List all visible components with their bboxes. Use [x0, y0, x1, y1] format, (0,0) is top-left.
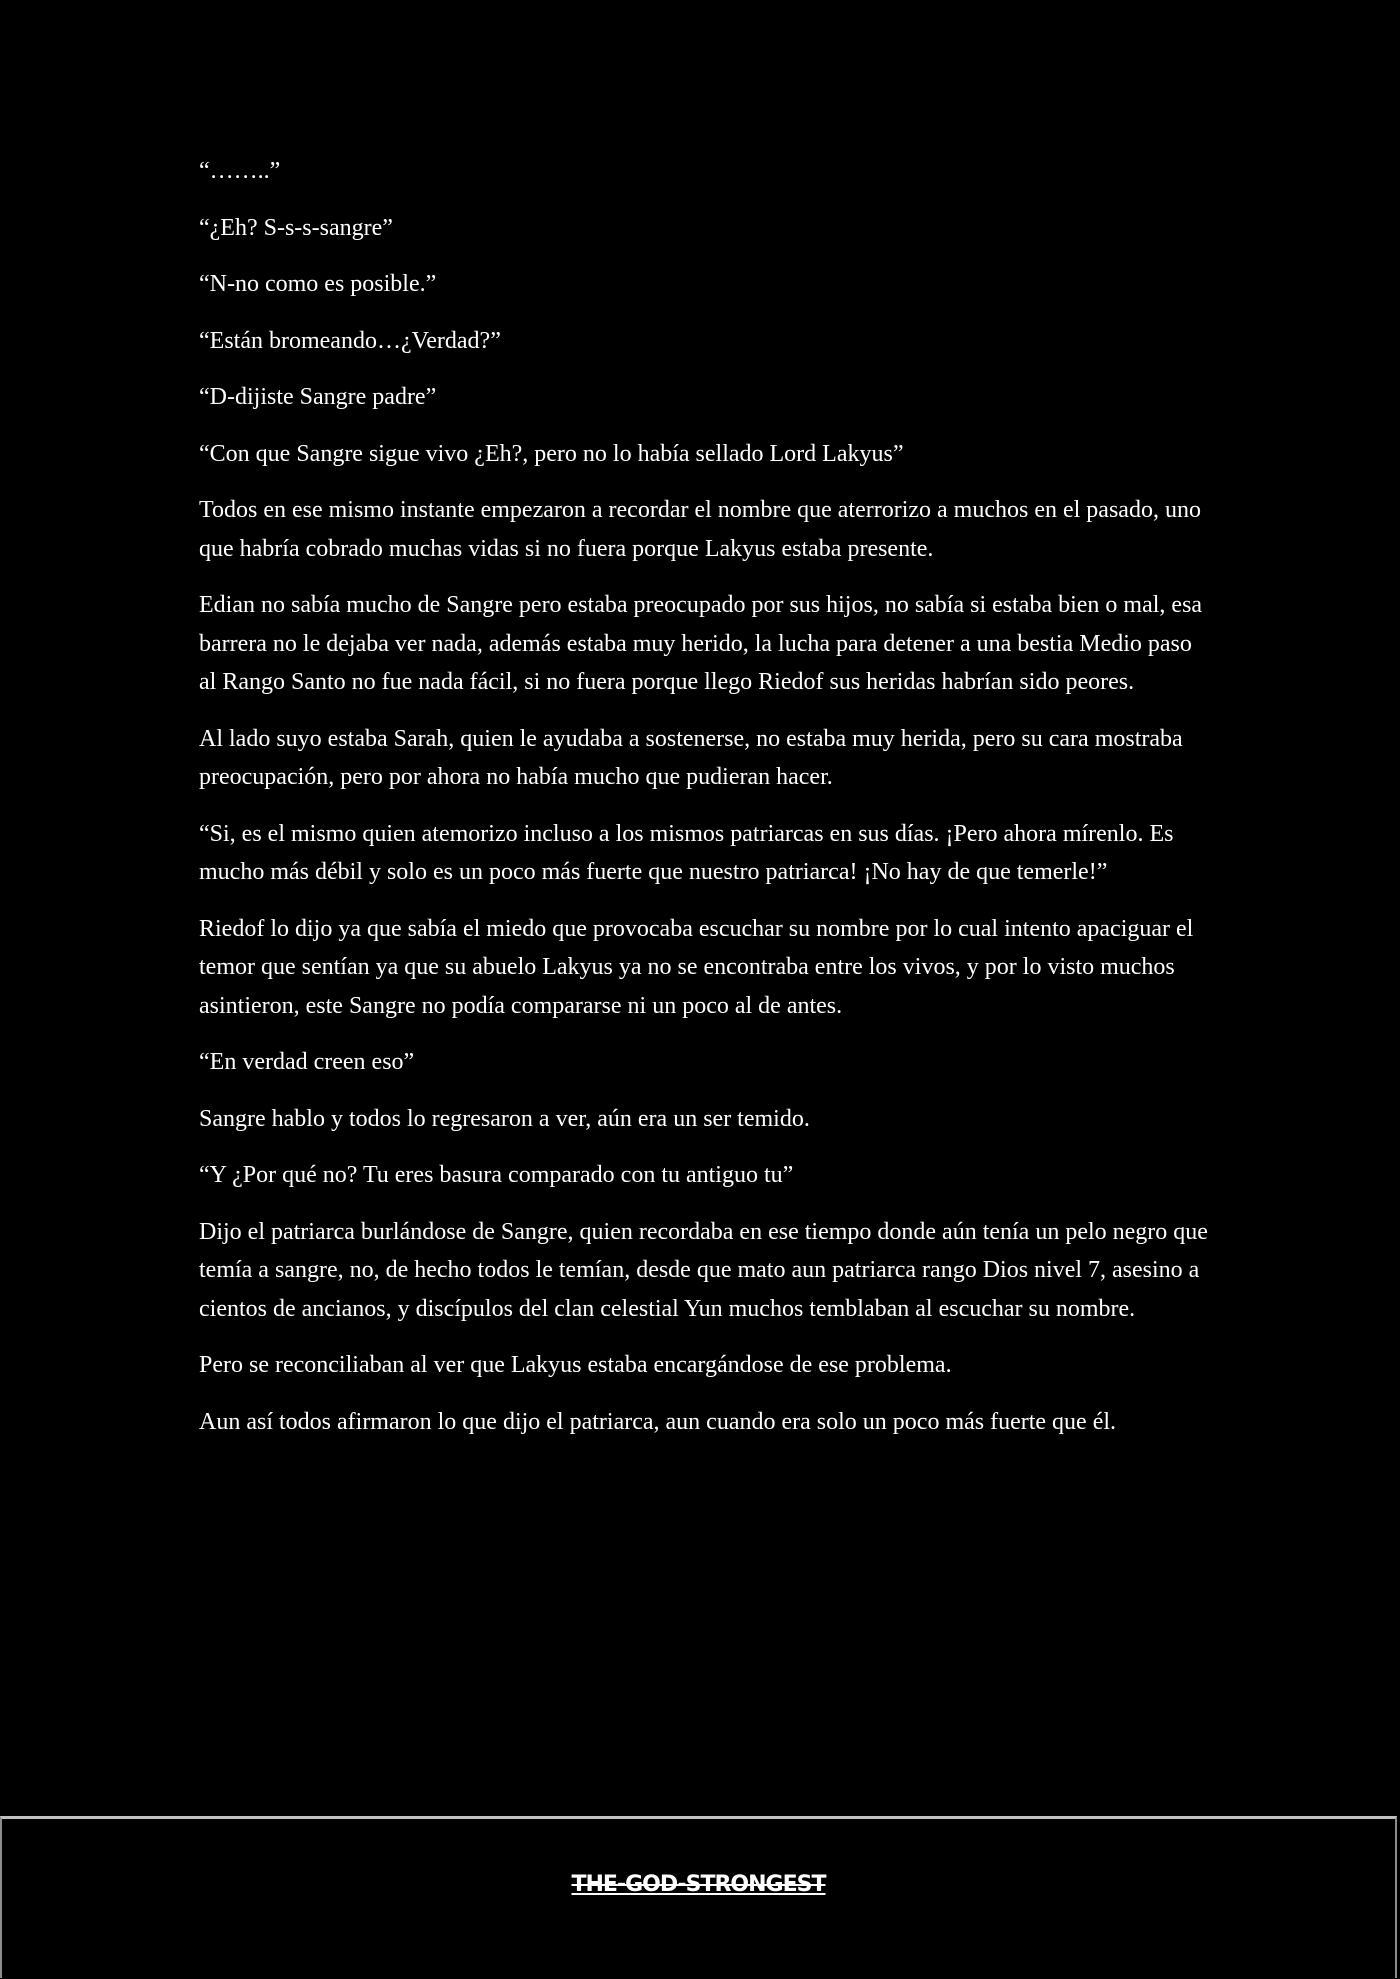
- paragraph-17: Aun así todos afirmaron lo que dijo el patriarca, aun cuando era solo un poco más fuerte que él.: [199, 1408, 1117, 1435]
- paragraph-2: “¿Eh? S-s-s-sangre”: [199, 214, 393, 241]
- paragraph-4: “Están bromeando…¿Verdad?”: [199, 327, 501, 354]
- paragraph-15: Dijo el patriarca burlándose de Sangre, quien recordaba en ese tiempo donde aún tenía un pelo negro que temía a sangre, no, de hecho todos le temían, desde que mato aun patriarca rango Dios nivel 7, asesino a cientos de ancianos, y discípulos del clan celestial Yun muchos temblaban al escuchar su nombre.: [199, 1218, 1208, 1322]
- paragraph-14: “Y ¿Por qué no? Tu eres basura comparado con tu antiguo tu”: [199, 1162, 794, 1188]
- paragraph-16: Pero se reconciliaban al ver que Lakyus estaba encargándose de ese problema.: [199, 1352, 952, 1378]
- page-footer: [0, 1816, 1397, 1978]
- paragraph-1: “……..”: [199, 158, 281, 184]
- paragraph-5: “D-dijiste Sangre padre”: [199, 384, 437, 410]
- paragraph-7: Todos en ese mismo instante empezaron a recordar el nombre que aterrorizo a muchos en el pasado, uno que habría cobrado muchas vidas si no fuera porque Lakyus estaba presente.: [199, 497, 1201, 562]
- paragraph-9: Al lado suyo estaba Sarah, quien le ayudaba a sostenerse, no estaba muy herida, pero su cara mostraba preocupación, pero por ahora no había mucho que pudieran hacer.: [199, 725, 1183, 790]
- paragraph-10: “Si, es el mismo quien atemorizo incluso a los mismos patriarcas en sus días. ¡Pero ahora mírenlo. Es mucho más débil y solo es un poco más fuerte que nuestro patriarca! ¡No hay de que temerle!”: [199, 820, 1174, 885]
- paragraph-6: “Con que Sangre sigue vivo ¿Eh?, pero no lo había sellado Lord Lakyus”: [199, 440, 904, 467]
- paragraph-11: Riedof lo dijo ya que sabía el miedo que provocaba escuchar su nombre por lo cual intento apaciguar el temor que sentían ya que su abuelo Lakyus ya no se encontraba entre los vivos, y por lo visto muchos asintieron, este Sangre no podía compararse ni un poco al de antes.: [199, 915, 1194, 1019]
- paragraph-13: Sangre hablo y todos lo regresaron a ver, aún era un ser temido.: [199, 1105, 810, 1132]
- paragraph-12: “En verdad creen eso”: [199, 1049, 415, 1075]
- footer-watermark-label: THE-GOD-STRONGEST: [571, 1872, 826, 1897]
- paragraph-3: “N-no como es posible.”: [199, 271, 437, 297]
- paragraph-8: Edian no sabía mucho de Sangre pero estaba preocupado por sus hijos, no sabía si estaba bien o mal, esa barrera no le dejaba ver nada, además estaba muy herido, la lucha para detener a una bestia Medio paso al Rango Santo no fue nada fácil, si no fuera porque llego Riedof sus heridas habrían sido peores.: [199, 592, 1203, 695]
- document-body: [199, 152, 1209, 1459]
